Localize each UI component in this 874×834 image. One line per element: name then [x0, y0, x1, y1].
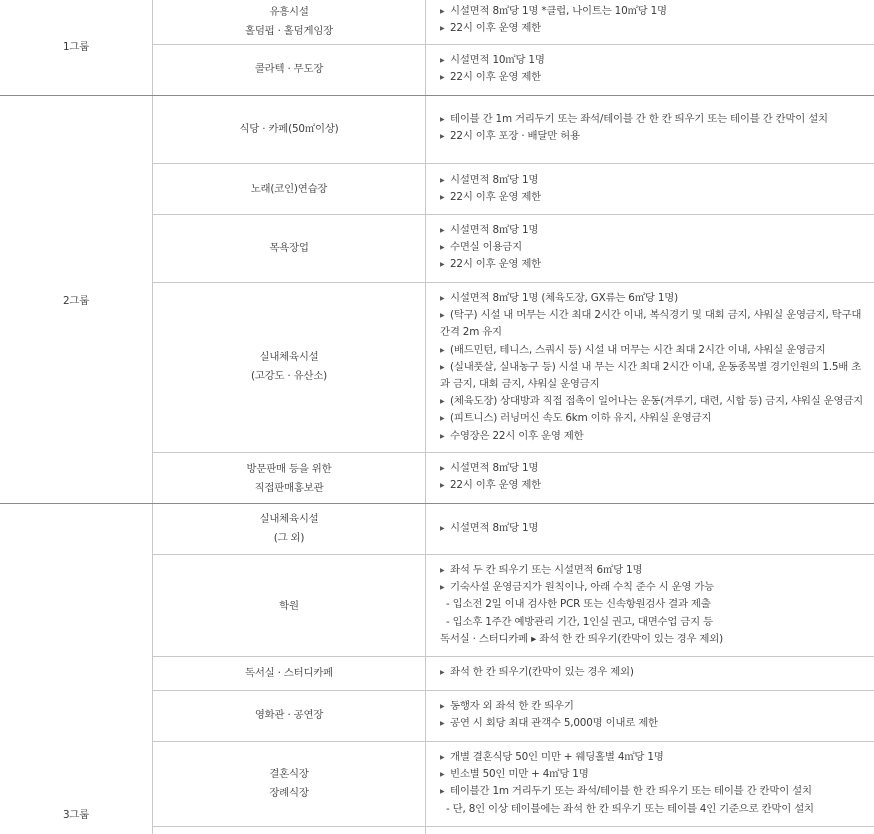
facility-cell	[154, 120, 424, 139]
rules-cell	[440, 749, 870, 818]
rule-item: ▶ 동행자 외 좌석 한 칸 띄우기	[440, 698, 870, 715]
facility-name: 학원	[279, 600, 299, 612]
row-divider	[153, 163, 874, 164]
rule-item: ▶ 좌석 두 칸 띄우기 또는 시설면적 6㎡당 1명	[440, 562, 870, 579]
facility-name: 홀덤펍 · 홀덤게임장	[244, 25, 333, 37]
group-label-3: 3그룹	[62, 809, 90, 821]
triangle-bullet-icon: ▶	[440, 74, 445, 82]
rule-item: ▶ 22시 이후 운영 제한	[440, 20, 870, 37]
rule-item: ▶ 개별 결혼식당 50인 미만 + 웨딩홀별 4㎡당 1명	[440, 749, 870, 766]
facility-name: (고강도 · 유산소)	[250, 370, 328, 382]
facility-name: 영화관 · 공연장	[254, 709, 324, 721]
rule-item: ▶ 시설면적 8㎡당 1명 *클럽, 나이트는 10㎡당 1명	[440, 3, 870, 20]
rule-item: ▶ 테이블 간 1m 거리두기 또는 좌석/테이블 간 한 칸 띄우기 또는 테이블 간 칸막이 설치	[440, 111, 870, 128]
rules-cell	[440, 172, 870, 206]
group-label-1: 1그룹	[62, 41, 90, 53]
row-divider	[153, 690, 874, 691]
triangle-bullet-icon: ▶	[440, 754, 445, 761]
column-divider	[152, 0, 153, 834]
rule-item: ▶ (피트니스) 러닝머신 속도 6km 이하 유지, 샤워실 운영금지	[440, 410, 870, 427]
triangle-bullet-icon: ▶	[440, 194, 445, 202]
facility-name: 직접판매홍보관	[254, 482, 324, 494]
triangle-bullet-icon: ▶	[440, 415, 445, 423]
row-divider	[153, 282, 874, 283]
rules-cell	[440, 698, 870, 732]
triangle-bullet-icon: ▶	[440, 703, 445, 710]
rule-item: - 입소전 2일 이내 검사한 PCR 또는 신속항원검사 결과 제출	[446, 598, 711, 611]
triangle-bullet-icon: ▶	[440, 346, 445, 354]
rules-cell	[440, 222, 870, 274]
triangle-bullet-icon: ▶	[440, 133, 445, 141]
rule-item: ▶ 시설면적 8㎡당 1명	[440, 520, 870, 537]
triangle-bullet-icon: ▶	[440, 57, 445, 64]
rule-item: ▶ 공연 시 회당 최대 관객수 5,000명 이내로 제한	[440, 715, 870, 732]
triangle-bullet-icon: ▶	[440, 771, 445, 779]
row-divider	[153, 826, 874, 827]
rules-cell	[440, 460, 870, 494]
rule-item: 독서실 · 스터디카페 ▸ 좌석 한 칸 띄우기(칸막이 있는 경우 제외)	[440, 632, 723, 645]
facility-name: 목욕장업	[269, 242, 309, 254]
rule-item: ▶ 테이블간 1m 거리두기 또는 좌석/테이블 한 칸 띄우기 또는 테이블 간 칸막이 설치	[440, 783, 870, 800]
triangle-bullet-icon: ▶	[440, 8, 445, 15]
rule-item: ▶ 시설면적 8㎡당 1명 (체육도장, GX류는 6㎡당 1명)	[440, 290, 870, 307]
facility-cell	[154, 60, 424, 79]
rules-cell	[440, 664, 870, 681]
row-divider	[153, 44, 874, 45]
triangle-bullet-icon: ▶	[440, 295, 445, 302]
triangle-bullet-icon: ▶	[440, 177, 445, 184]
triangle-bullet-icon: ▶	[440, 584, 445, 592]
rules-cell	[440, 111, 870, 145]
rule-item: ▶ 22시 이후 운영 제한	[440, 69, 870, 86]
facility-cell	[154, 597, 424, 616]
rule-item: ▶ (체육도장) 상대방과 직접 접촉이 일어나는 운동(겨루기, 대련, 시합 등) 금지, 샤워실 운영금지	[440, 393, 870, 410]
triangle-bullet-icon: ▶	[440, 482, 445, 490]
facility-name: 콜라텍 · 무도장	[254, 63, 324, 75]
triangle-bullet-icon: ▶	[440, 398, 445, 406]
rules-cell	[440, 3, 870, 37]
rules-cell	[440, 290, 870, 445]
facility-name: 독서실 · 스터디카페	[244, 667, 333, 679]
rule-item: ▶ 22시 이후 포장 · 배달만 허용	[440, 128, 870, 145]
facility-name: 실내체육시설	[259, 513, 319, 525]
group-divider	[0, 95, 874, 96]
facility-name: 실내체육시설	[259, 351, 319, 363]
group-divider	[0, 503, 874, 504]
rule-item: ▶ 시설면적 8㎡당 1명	[440, 172, 870, 189]
rule-item: ▶ 수면실 이용금지	[440, 239, 870, 256]
rules-cell	[440, 520, 870, 537]
triangle-bullet-icon: ▶	[440, 720, 445, 728]
rule-item: - 입소후 1주간 예방관리 기간, 1인실 권고, 대면수업 금지 등	[446, 615, 713, 628]
triangle-bullet-icon: ▶	[440, 669, 445, 676]
row-divider	[153, 554, 874, 555]
row-divider	[153, 741, 874, 742]
triangle-bullet-icon: ▶	[440, 432, 445, 440]
rule-item: ▶ 좌석 한 칸 띄우기(칸막이 있는 경우 제외)	[440, 664, 870, 681]
rule-item: ▶ 수영장은 22시 이후 운영 제한	[440, 428, 870, 445]
column-divider	[425, 0, 426, 834]
rule-item: ▶ 빈소별 50인 미만 + 4㎡당 1명	[440, 766, 870, 783]
facility-cell	[154, 348, 424, 386]
facility-name: (그 외)	[273, 532, 305, 544]
rule-item: ▶ 시설면적 10㎡당 1명	[440, 52, 870, 69]
rule-item: ▶ 22시 이후 운영 제한	[440, 189, 870, 206]
facility-cell	[154, 460, 424, 498]
facility-cell	[154, 3, 424, 41]
facility-cell	[154, 180, 424, 199]
row-divider	[153, 452, 874, 453]
row-divider	[153, 656, 874, 657]
rule-item: ▶ 22시 이후 운영 제한	[440, 256, 870, 273]
triangle-bullet-icon: ▶	[440, 525, 445, 532]
facility-cell	[154, 664, 424, 683]
facility-name: 노래(코인)연습장	[250, 183, 328, 195]
rule-item: ▶ 기숙사설 운영금지가 원칙이나, 아래 수칙 준수 시 운영 가능	[440, 579, 870, 596]
triangle-bullet-icon: ▶	[440, 312, 445, 320]
facility-cell	[154, 239, 424, 258]
group-label-2: 2그룹	[62, 295, 90, 307]
rule-item: ▶ 22시 이후 운영 제한	[440, 477, 870, 494]
triangle-bullet-icon: ▶	[440, 261, 445, 269]
row-divider	[153, 214, 874, 215]
rule-item: ▶ 시설면적 8㎡당 1명	[440, 222, 870, 239]
facility-name: 방문판매 등을 위한	[246, 463, 332, 475]
triangle-bullet-icon: ▶	[440, 227, 445, 234]
facility-name: 결혼식장	[269, 768, 309, 780]
triangle-bullet-icon: ▶	[440, 465, 445, 472]
facility-cell	[154, 510, 424, 548]
triangle-bullet-icon: ▶	[440, 116, 445, 123]
facility-name: 식당 · 카페(50㎡이상)	[239, 123, 339, 135]
rule-item: ▶ (배드민턴, 테니스, 스쿼시 등) 시설 내 머무는 시간 최대 2시간 이내, 샤워실 운영금지	[440, 342, 870, 359]
rules-cell	[440, 562, 870, 648]
rule-item: ▶ (탁구) 시설 내 머무는 시간 최대 2시간 이내, 복식경기 및 대회 금지, 샤워실 운영금지, 탁구대 간격 2m 유지	[440, 309, 862, 339]
triangle-bullet-icon: ▶	[440, 25, 445, 33]
rules-cell	[440, 52, 870, 86]
triangle-bullet-icon: ▶	[440, 567, 445, 574]
rule-item: ▶ 시설면적 8㎡당 1명	[440, 460, 870, 477]
triangle-bullet-icon: ▶	[440, 788, 445, 796]
facility-cell	[154, 765, 424, 803]
rule-item: ▶ (실내풋살, 실내농구 등) 시설 내 무는 시간 최대 2시간 이내, 운동종목별 경기인원의 1.5배 초과 금지, 대회 금지, 샤워실 운영금지	[440, 360, 862, 391]
triangle-bullet-icon: ▶	[440, 244, 445, 252]
facility-name: 장례식장	[269, 787, 309, 799]
facility-name: 유흥시설	[269, 6, 309, 18]
rule-item: - 단, 8인 이상 테이블에는 좌석 한 칸 띄우기 또는 테이블 4인 기준으로 칸막이 설치	[446, 802, 814, 815]
triangle-bullet-icon: ▶	[440, 363, 445, 371]
facility-cell	[154, 706, 424, 725]
